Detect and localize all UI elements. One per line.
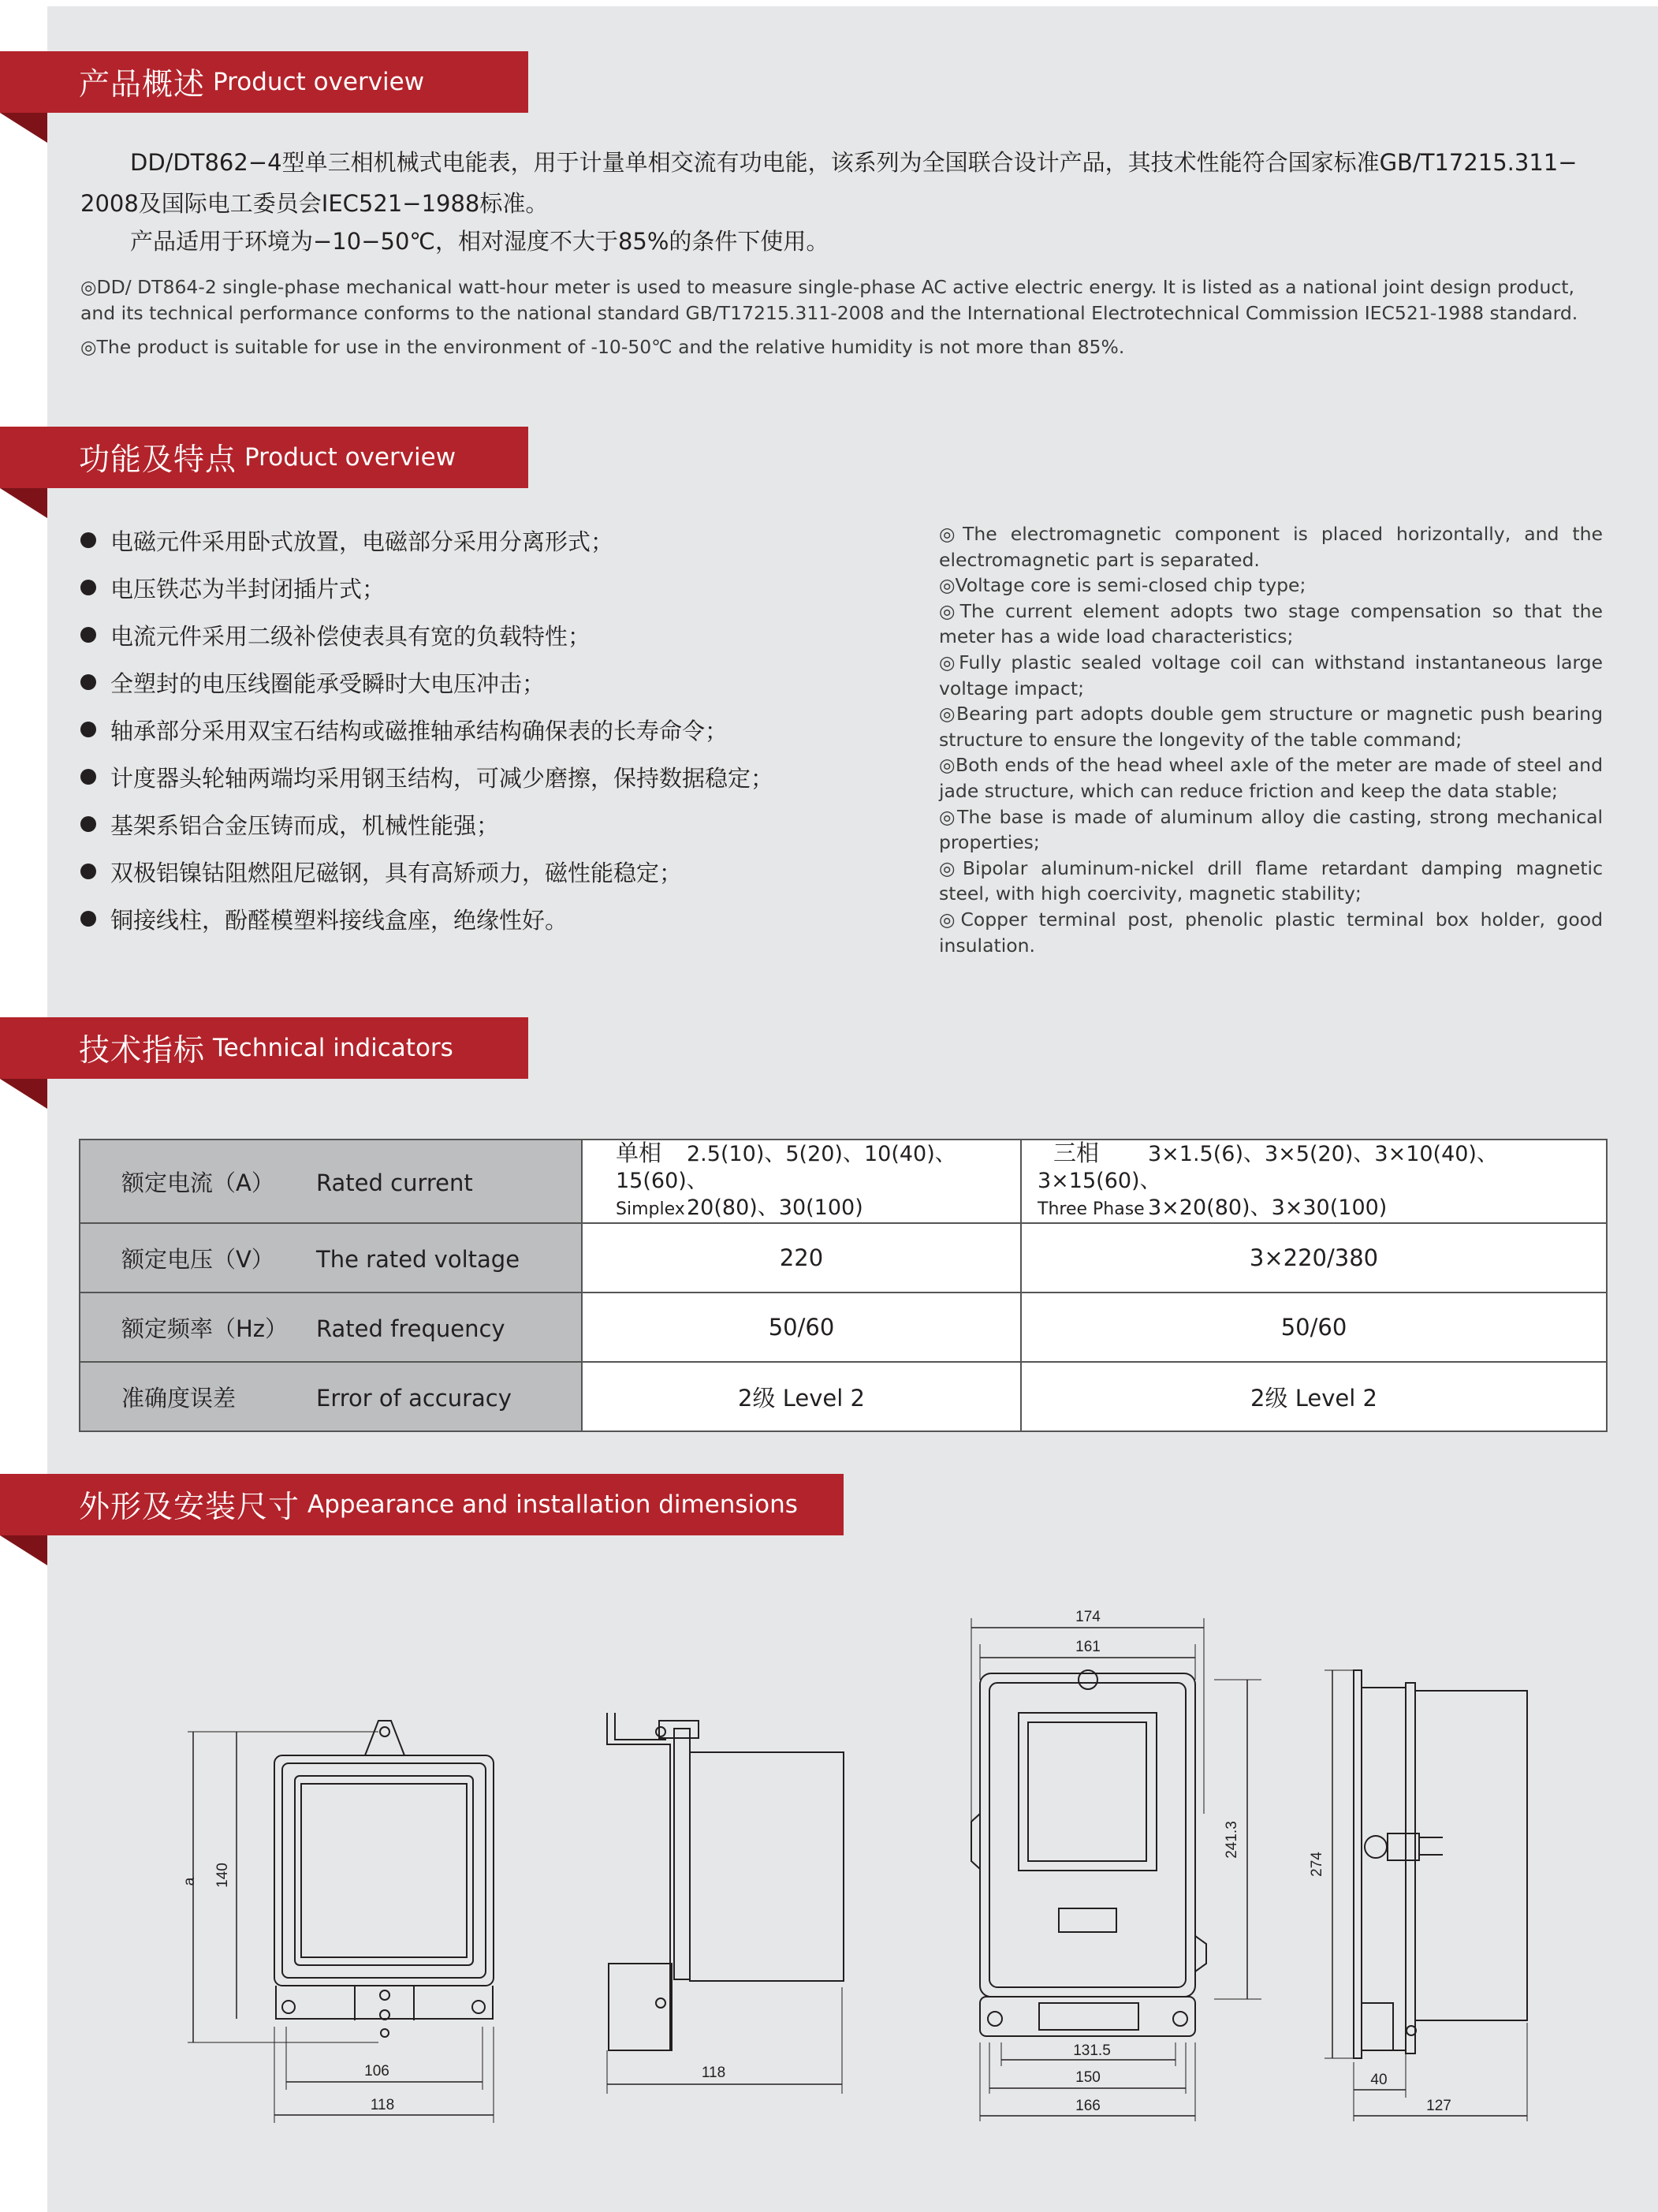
banner-fold (0, 488, 47, 518)
overview-zh-line3: 产品适用于环境为−10−50℃，相对湿度不大于85%的条件下使用。 (130, 228, 829, 255)
dim-label: 274 (1309, 1852, 1325, 1877)
table-row (80, 1223, 1607, 1293)
dim-label: 150 (1075, 2069, 1101, 2086)
list-item: ◎The base is made of aluminum alloy die casting, strong mechanical properties; (939, 805, 1603, 854)
row-label: 额定电流（A） Rated current (80, 1140, 582, 1223)
bullet-dot-icon (80, 674, 96, 690)
table-cell: 3×220/380 (1021, 1223, 1607, 1293)
section-banner-overview (0, 51, 528, 113)
drawing-front-single (181, 1721, 494, 2123)
overview-zh-line1: DD/DT862−4型单三相机械式电能表，用于计量单相交流有功电能，该系列为全国联合设计产品，其技术性能符合国家标准GB/T17215.311− (130, 149, 1578, 176)
banner-fold (0, 1535, 47, 1565)
section-title-en: Product overview (213, 68, 425, 96)
list-item: ◎The electromagnetic component is placed horizontally, and the electromagnetic part is separated. (939, 523, 1603, 571)
list-item: 电压铁芯为半封闭插片式； (80, 564, 773, 611)
dim-label: 174 (1075, 1609, 1101, 1625)
table-cell: 2级 Level 2 (582, 1362, 1021, 1431)
list-item: 轴承部分采用双宝石结构或磁推轴承结构确保表的长寿命令； (80, 706, 773, 753)
drawing-side-three (1309, 1670, 1527, 2121)
overview-en-para2: ◎The product is suitable for use in the environment of -10-50℃ and the relative humidity is not more than 85%. (80, 336, 1125, 358)
dim-label: 140 (214, 1863, 231, 1888)
features-en-list (939, 521, 1603, 958)
bullet-dot-icon (80, 911, 96, 927)
banner-fold (0, 113, 47, 143)
section-title-zh: 功能及特点 (79, 442, 237, 478)
rated-current-single: 单相 2.5(10)、5(20)、10(40)、15(60)、 Simplex20(80)、30(100) (582, 1140, 1021, 1223)
bullet-dot-icon (80, 769, 96, 785)
list-item: ◎Copper terminal post, phenolic plastic terminal box holder, good insulation. (939, 908, 1603, 957)
list-item: ◎Bearing part adopts double gem structure or magnetic push bearing structure to ensure the longevity of the table command; (939, 703, 1603, 751)
section-title-zh: 外形及安装尺寸 (79, 1490, 300, 1525)
section-title-en: Technical indicators (213, 1034, 453, 1062)
features-zh-list (80, 517, 773, 942)
list-item: ◎Both ends of the head wheel axle of the meter are made of steel and jade structure, which can reduce friction and keep the data stable; (939, 754, 1603, 802)
dim-label: 166 (1075, 2098, 1101, 2114)
section-title-en: Appearance and installation dimensions (307, 1490, 798, 1519)
list-item: 铜接线柱，酚醛模塑料接线盒座，绝缘性好。 (80, 895, 773, 942)
row-label: 准确度误差 Error of accuracy (80, 1362, 582, 1431)
list-item: ◎The current element adopts two stage compensation so that the meter has a wide load characteristics; (939, 599, 1603, 648)
list-item: 计度器头轮轴两端均采用钢玉结构，可减少磨擦，保持数据稳定； (80, 753, 773, 800)
list-item: ◎Voltage core is semi-closed chip type; (939, 574, 1306, 597)
section-title-zh: 产品概述 (79, 67, 206, 103)
list-item: 基架系铝合金压铸而成，机械性能强； (80, 800, 773, 848)
list-item: 双极铝镍钴阻燃阻尼磁钢，具有高矫顽力，磁性能稳定； (80, 848, 773, 895)
dim-label: 40 (1370, 2072, 1388, 2088)
list-item: 全塑封的电压线圈能承受瞬时大电压冲击； (80, 658, 773, 706)
section-title-zh: 技术指标 (79, 1033, 206, 1069)
dim-label: 118 (370, 2097, 395, 2113)
banner-fold (0, 1079, 47, 1109)
overview-zh-line2: 2008及国际电工委员会IEC521−1988标准。 (80, 190, 549, 217)
table-cell: 220 (582, 1223, 1021, 1293)
table-cell: 50/60 (582, 1293, 1021, 1362)
dim-label: 127 (1426, 2098, 1451, 2114)
dimension-drawings (47, 1565, 1624, 2149)
drawing-front-three (971, 1609, 1261, 2121)
list-item: ◎Bipolar aluminum-nickel drill flame retardant damping magnetic steel, with high coercivity, magnetic stability; (939, 856, 1603, 905)
list-item: 电磁元件采用卧式放置，电磁部分采用分离形式； (80, 517, 773, 564)
dim-label: 241.3 (1224, 1821, 1240, 1859)
list-item: 电流元件采用二级补偿使表具有宽的负载特性； (80, 611, 773, 658)
section-title-en: Product overview (244, 443, 456, 472)
dim-label: 131.5 (1073, 2042, 1111, 2059)
bullet-dot-icon (80, 532, 96, 548)
dim-label: 106 (364, 2063, 389, 2080)
section-banner-features (0, 427, 528, 488)
list-item: ◎Fully plastic sealed voltage coil can withstand instantaneous large voltage impact; (939, 651, 1603, 699)
dim-label: 118 (701, 2065, 726, 2081)
row-label: 额定频率（Hz） Rated frequency (80, 1293, 582, 1362)
rated-current-three: 三相 3×1.5(6)、3×5(20)、3×10(40)、3×15(60)、 Three Phase 3×20(80)、3×30(100) (1021, 1140, 1607, 1223)
section-banner-dimensions (0, 1474, 844, 1535)
bullet-dot-icon (80, 722, 96, 737)
table-row (80, 1140, 1607, 1223)
table-cell: 50/60 (1021, 1293, 1607, 1362)
dim-label: 161 (1075, 1639, 1101, 1655)
dim-label: a (181, 1877, 198, 1886)
bullet-dot-icon (80, 864, 96, 879)
overview-en-para1: ◎DD/ DT864-2 single-phase mechanical watt-hour meter is used to measure single-phase AC active electric energy. It is listed as a national joint design product, and its technical performance conforms to the national standard GB/T17215.311-2008 and the International Electrotechnical Commission IEC521-1988 standard. (80, 276, 1578, 324)
table-row (80, 1293, 1607, 1362)
spec-table (79, 1139, 1608, 1432)
table-row (80, 1362, 1607, 1431)
bullet-dot-icon (80, 580, 96, 595)
table-cell: 2级 Level 2 (1021, 1362, 1607, 1431)
section-banner-technical (0, 1017, 528, 1079)
row-label: 额定电压（V） The rated voltage (80, 1223, 582, 1293)
bullet-dot-icon (80, 816, 96, 832)
bullet-dot-icon (80, 627, 96, 643)
drawing-side-single (607, 1713, 844, 2094)
